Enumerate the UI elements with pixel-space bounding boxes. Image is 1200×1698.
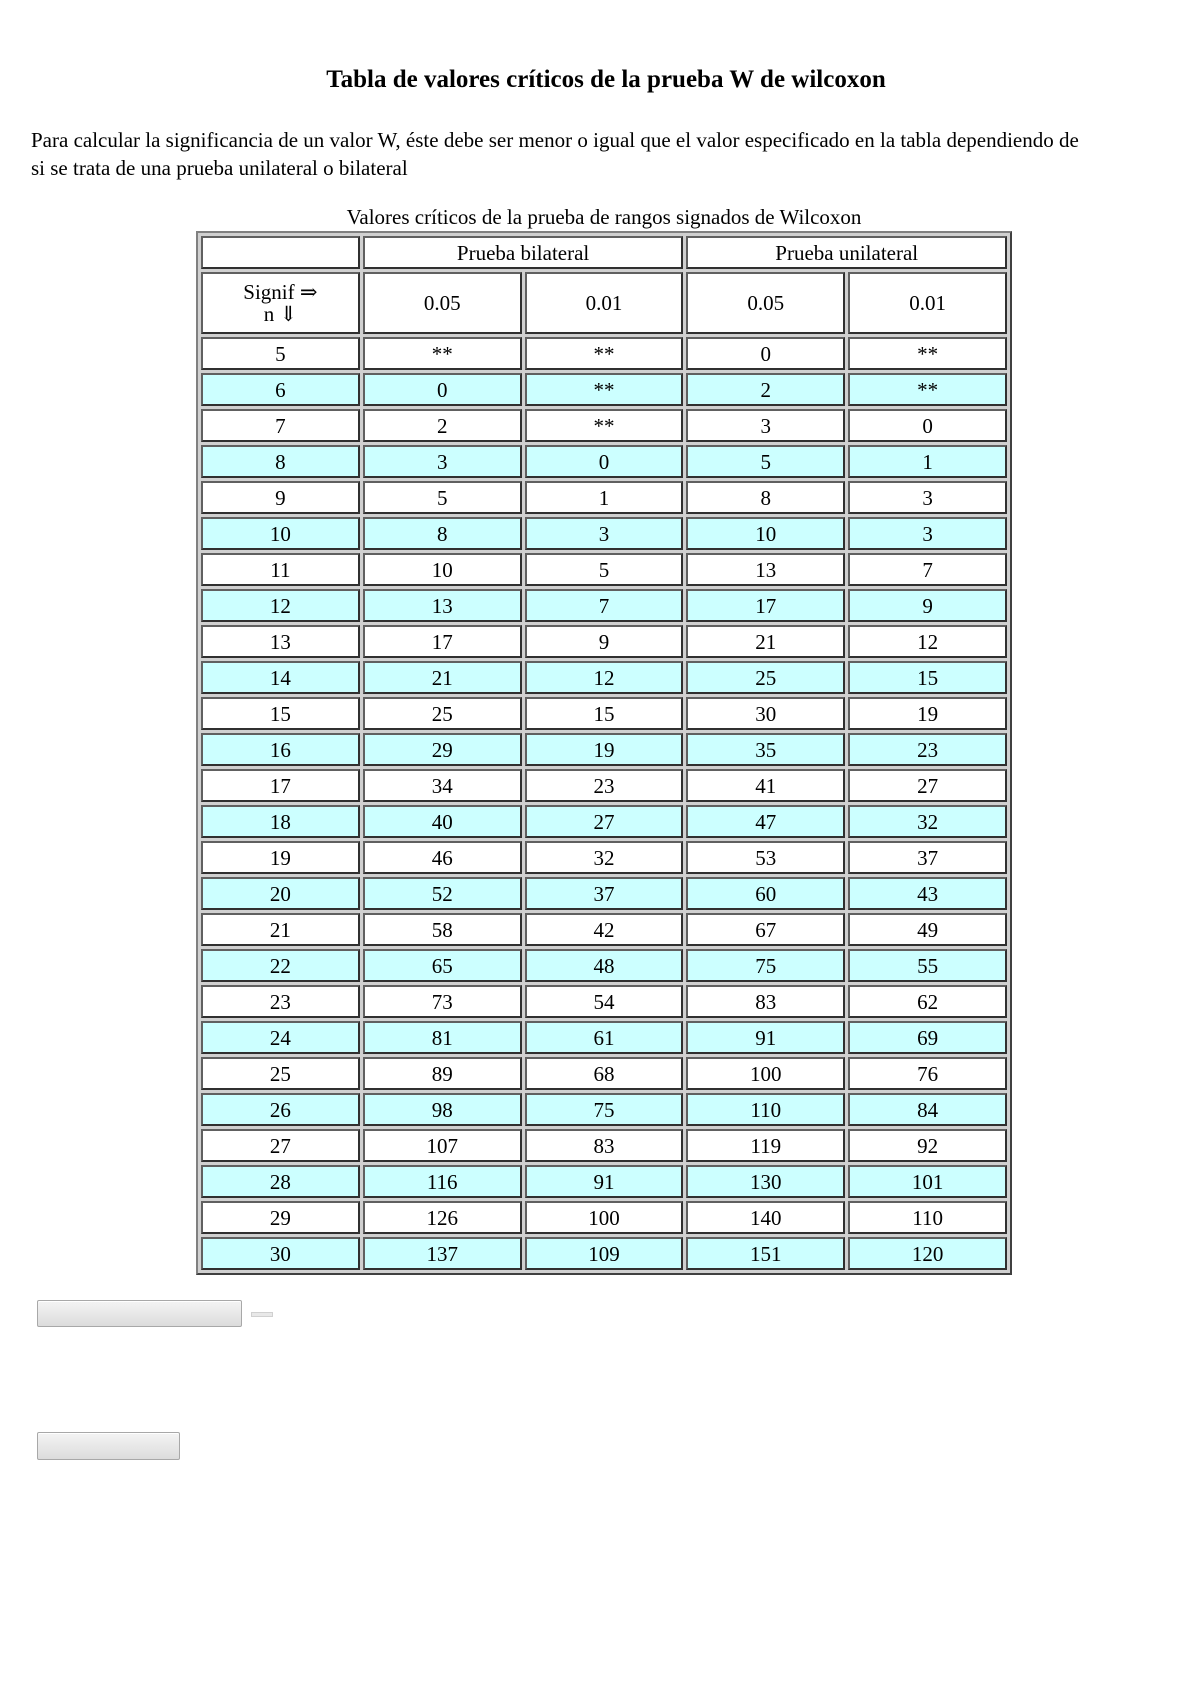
value-cell: 37 xyxy=(525,877,684,910)
value-cell: 19 xyxy=(848,697,1007,730)
n-cell: 27 xyxy=(201,1129,360,1162)
value-cell: 62 xyxy=(848,985,1007,1018)
n-cell: 30 xyxy=(201,1237,360,1270)
value-cell: 7 xyxy=(848,553,1007,586)
value-cell: 98 xyxy=(363,1093,522,1126)
page-title: Tabla de valores críticos de la prueba W de wilcoxon xyxy=(326,66,886,93)
table-row xyxy=(201,1201,1007,1234)
value-cell: 5 xyxy=(525,553,684,586)
table-row xyxy=(201,1165,1007,1198)
value-cell: ** xyxy=(363,337,522,370)
value-cell: 43 xyxy=(848,877,1007,910)
value-cell: 3 xyxy=(848,517,1007,550)
value-cell: 37 xyxy=(848,841,1007,874)
table-row xyxy=(201,697,1007,730)
value-cell: 10 xyxy=(363,553,522,586)
value-cell: 53 xyxy=(686,841,845,874)
level-header: 0.05 xyxy=(686,272,845,334)
table-row xyxy=(201,445,1007,478)
value-cell: 81 xyxy=(363,1021,522,1054)
n-cell: 15 xyxy=(201,697,360,730)
value-cell: 76 xyxy=(848,1057,1007,1090)
value-cell: 89 xyxy=(363,1057,522,1090)
value-cell: 3 xyxy=(848,481,1007,514)
table-row xyxy=(201,841,1007,874)
value-cell: 29 xyxy=(363,733,522,766)
value-cell: 42 xyxy=(525,913,684,946)
value-cell: 109 xyxy=(525,1237,684,1270)
table-row xyxy=(201,1093,1007,1126)
value-cell: 17 xyxy=(686,589,845,622)
value-cell: 30 xyxy=(686,697,845,730)
embedded-control-marker xyxy=(251,1312,273,1317)
table-row xyxy=(201,913,1007,946)
value-cell: 5 xyxy=(686,445,845,478)
n-cell: 16 xyxy=(201,733,360,766)
value-cell: 68 xyxy=(525,1057,684,1090)
n-cell: 17 xyxy=(201,769,360,802)
n-cell: 5 xyxy=(201,337,360,370)
n-cell: 21 xyxy=(201,913,360,946)
value-cell: 34 xyxy=(363,769,522,802)
table-row xyxy=(201,553,1007,586)
table-row xyxy=(201,985,1007,1018)
embedded-control-button[interactable] xyxy=(37,1300,242,1327)
n-cell: 13 xyxy=(201,625,360,658)
value-cell: ** xyxy=(525,409,684,442)
n-cell: 10 xyxy=(201,517,360,550)
table-row xyxy=(201,1237,1007,1270)
value-cell: 75 xyxy=(525,1093,684,1126)
value-cell: 47 xyxy=(686,805,845,838)
value-cell: 15 xyxy=(848,661,1007,694)
value-cell: 32 xyxy=(848,805,1007,838)
value-cell: ** xyxy=(848,337,1007,370)
value-cell: 140 xyxy=(686,1201,845,1234)
group-header-unilateral: Prueba unilateral xyxy=(686,236,1007,269)
embedded-control-button-2[interactable] xyxy=(37,1432,180,1460)
value-cell: 25 xyxy=(686,661,845,694)
value-cell: 13 xyxy=(686,553,845,586)
value-cell: 83 xyxy=(525,1129,684,1162)
table-row xyxy=(201,733,1007,766)
value-cell: 46 xyxy=(363,841,522,874)
table-row xyxy=(201,589,1007,622)
value-cell: 100 xyxy=(686,1057,845,1090)
table-row xyxy=(201,1057,1007,1090)
n-cell: 25 xyxy=(201,1057,360,1090)
table-row xyxy=(201,769,1007,802)
value-cell: 0 xyxy=(848,409,1007,442)
table-row xyxy=(201,877,1007,910)
table-row xyxy=(201,625,1007,658)
level-header-row xyxy=(201,272,1007,334)
value-cell: ** xyxy=(525,337,684,370)
n-cell: 18 xyxy=(201,805,360,838)
value-cell: 91 xyxy=(686,1021,845,1054)
value-cell: 3 xyxy=(525,517,684,550)
value-cell: 116 xyxy=(363,1165,522,1198)
value-cell: 15 xyxy=(525,697,684,730)
value-cell: 3 xyxy=(686,409,845,442)
value-cell: 48 xyxy=(525,949,684,982)
value-cell: 8 xyxy=(363,517,522,550)
value-cell: 0 xyxy=(686,337,845,370)
value-cell: 75 xyxy=(686,949,845,982)
n-cell: 19 xyxy=(201,841,360,874)
value-cell: 100 xyxy=(525,1201,684,1234)
value-cell: 107 xyxy=(363,1129,522,1162)
value-cell: 12 xyxy=(525,661,684,694)
level-header: 0.05 xyxy=(363,272,522,334)
value-cell: 12 xyxy=(848,625,1007,658)
value-cell: 2 xyxy=(686,373,845,406)
group-header-row xyxy=(201,236,1007,269)
value-cell: 9 xyxy=(525,625,684,658)
value-cell: 8 xyxy=(686,481,845,514)
table-row xyxy=(201,409,1007,442)
n-cell: 6 xyxy=(201,373,360,406)
value-cell: 73 xyxy=(363,985,522,1018)
table-row xyxy=(201,661,1007,694)
n-cell: 29 xyxy=(201,1201,360,1234)
table-caption: Valores críticos de la prueba de rangos signados de Wilcoxon xyxy=(346,205,862,229)
value-cell: 110 xyxy=(848,1201,1007,1234)
n-cell: 26 xyxy=(201,1093,360,1126)
value-cell: 110 xyxy=(686,1093,845,1126)
value-cell: 65 xyxy=(363,949,522,982)
table-row xyxy=(201,517,1007,550)
n-cell: 11 xyxy=(201,553,360,586)
value-cell: 120 xyxy=(848,1237,1007,1270)
intro-paragraph: Para calcular la significancia de un valor W, éste debe ser menor o igual que el valor especificado en la tabla dependiendo de si se trata de una prueba unilateral o bilateral xyxy=(31,128,1079,180)
table-row xyxy=(201,1129,1007,1162)
value-cell: 52 xyxy=(363,877,522,910)
table-row xyxy=(201,949,1007,982)
value-cell: 84 xyxy=(848,1093,1007,1126)
value-cell: 10 xyxy=(686,517,845,550)
value-cell: 1 xyxy=(848,445,1007,478)
value-cell: 23 xyxy=(525,769,684,802)
value-cell: 25 xyxy=(363,697,522,730)
value-cell: 1 xyxy=(525,481,684,514)
value-cell: 0 xyxy=(525,445,684,478)
value-cell: 49 xyxy=(848,913,1007,946)
value-cell: 5 xyxy=(363,481,522,514)
table-row xyxy=(201,481,1007,514)
corner-cell xyxy=(201,236,360,269)
value-cell: ** xyxy=(525,373,684,406)
signif-label: Signif ⇒ xyxy=(243,280,318,304)
value-cell: 7 xyxy=(525,589,684,622)
value-cell: 41 xyxy=(686,769,845,802)
value-cell: 27 xyxy=(848,769,1007,802)
table-row xyxy=(201,805,1007,838)
value-cell: 9 xyxy=(848,589,1007,622)
value-cell: 32 xyxy=(525,841,684,874)
level-header: 0.01 xyxy=(525,272,684,334)
value-cell: 3 xyxy=(363,445,522,478)
value-cell: 0 xyxy=(363,373,522,406)
value-cell: 19 xyxy=(525,733,684,766)
n-label: n ⇓ xyxy=(263,302,298,326)
critical-values-table xyxy=(196,231,1012,1275)
group-header-bilateral: Prueba bilateral xyxy=(363,236,684,269)
value-cell: 21 xyxy=(363,661,522,694)
value-cell: 27 xyxy=(525,805,684,838)
value-cell: 17 xyxy=(363,625,522,658)
level-header: 0.01 xyxy=(848,272,1007,334)
value-cell: 21 xyxy=(686,625,845,658)
n-cell: 12 xyxy=(201,589,360,622)
value-cell: 2 xyxy=(363,409,522,442)
value-cell: 137 xyxy=(363,1237,522,1270)
table-row xyxy=(201,1021,1007,1054)
n-cell: 22 xyxy=(201,949,360,982)
value-cell: 67 xyxy=(686,913,845,946)
value-cell: 60 xyxy=(686,877,845,910)
table-row xyxy=(201,373,1007,406)
value-cell: 101 xyxy=(848,1165,1007,1198)
value-cell: 69 xyxy=(848,1021,1007,1054)
n-cell: 14 xyxy=(201,661,360,694)
value-cell: 126 xyxy=(363,1201,522,1234)
value-cell: 151 xyxy=(686,1237,845,1270)
n-cell: 7 xyxy=(201,409,360,442)
signif-n-header xyxy=(201,272,360,334)
value-cell: 13 xyxy=(363,589,522,622)
n-cell: 20 xyxy=(201,877,360,910)
value-cell: 40 xyxy=(363,805,522,838)
n-cell: 8 xyxy=(201,445,360,478)
n-cell: 9 xyxy=(201,481,360,514)
value-cell: ** xyxy=(848,373,1007,406)
value-cell: 61 xyxy=(525,1021,684,1054)
value-cell: 91 xyxy=(525,1165,684,1198)
value-cell: 92 xyxy=(848,1129,1007,1162)
value-cell: 54 xyxy=(525,985,684,1018)
value-cell: 130 xyxy=(686,1165,845,1198)
value-cell: 58 xyxy=(363,913,522,946)
value-cell: 55 xyxy=(848,949,1007,982)
value-cell: 83 xyxy=(686,985,845,1018)
n-cell: 24 xyxy=(201,1021,360,1054)
value-cell: 35 xyxy=(686,733,845,766)
value-cell: 23 xyxy=(848,733,1007,766)
n-cell: 28 xyxy=(201,1165,360,1198)
n-cell: 23 xyxy=(201,985,360,1018)
value-cell: 119 xyxy=(686,1129,845,1162)
table-row xyxy=(201,337,1007,370)
